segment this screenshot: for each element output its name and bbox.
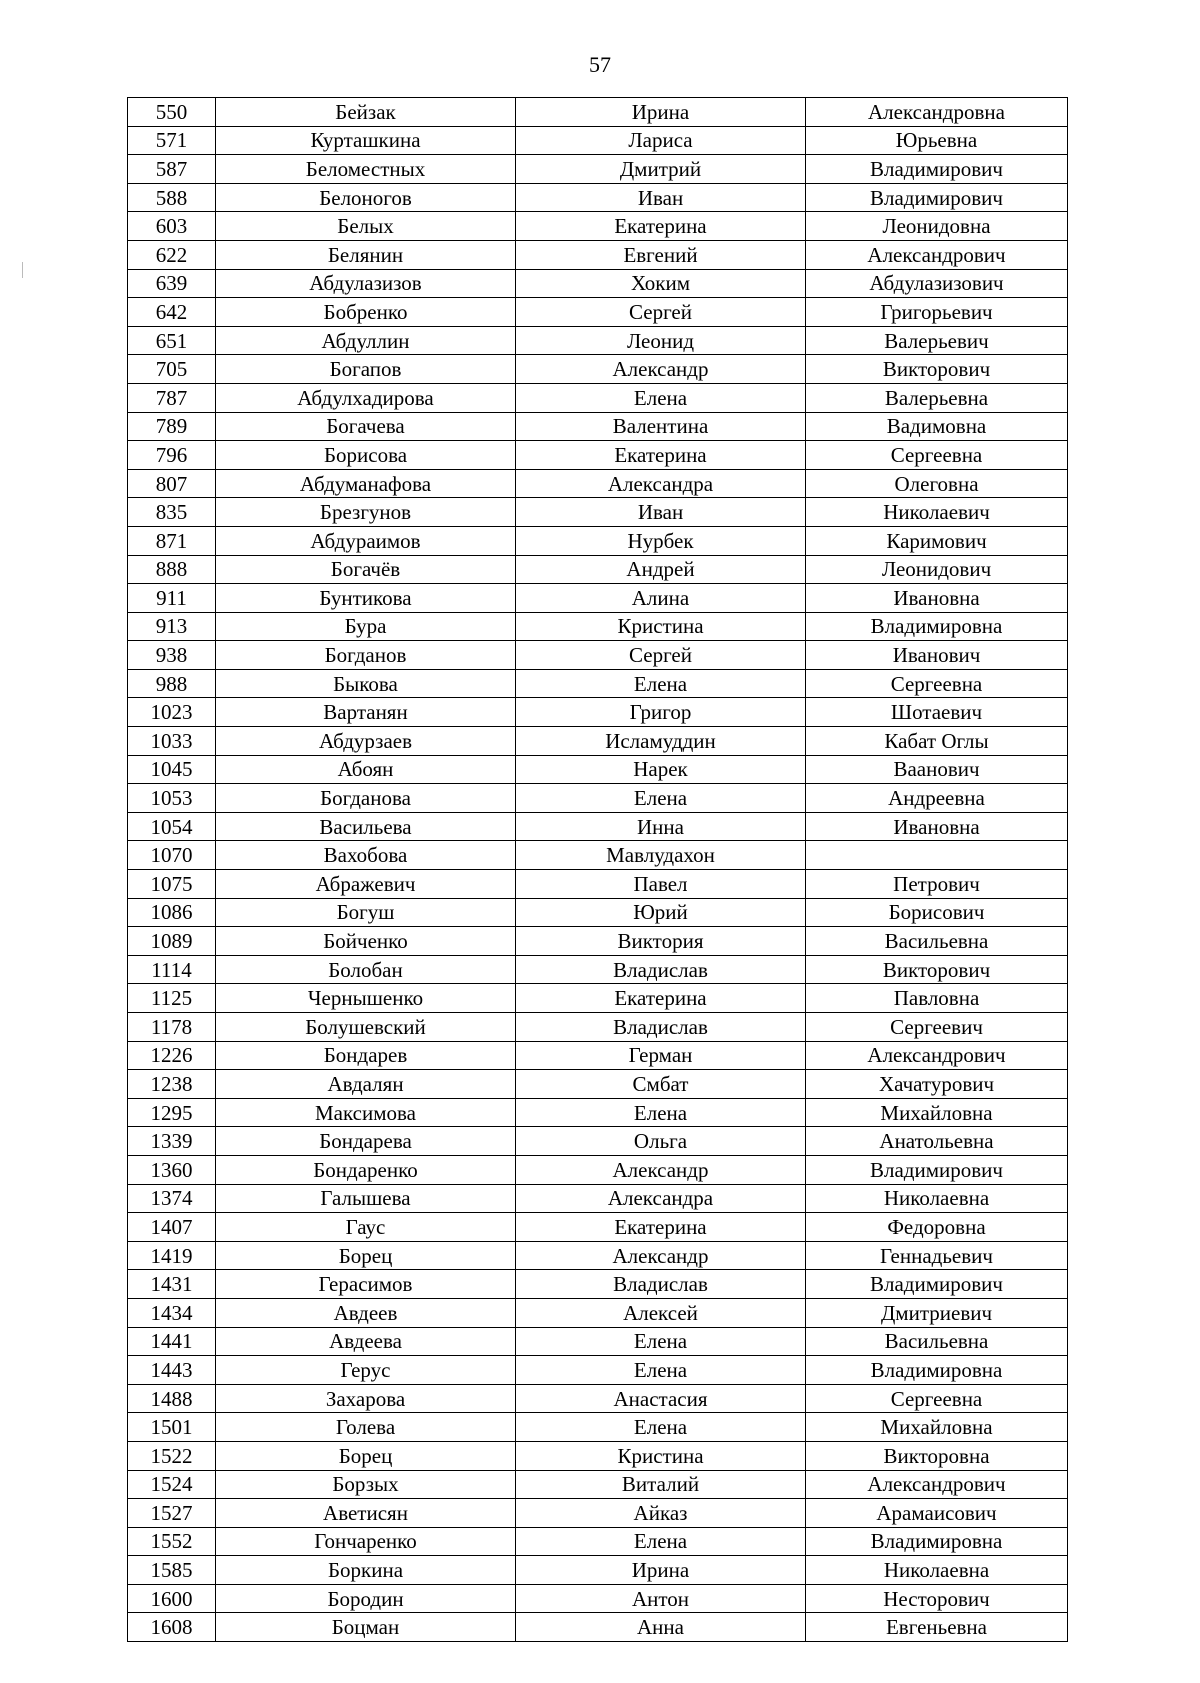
- cell-patronymic: Владимировна: [806, 1527, 1068, 1556]
- cell-first-name: Сергей: [516, 298, 806, 327]
- table-row: [128, 155, 1068, 184]
- table-row: [128, 1527, 1068, 1556]
- cell-first-name: Владислав: [516, 955, 806, 984]
- cell-last-name: Боцман: [216, 1613, 516, 1642]
- cell-first-name: Алина: [516, 584, 806, 613]
- cell-first-name: Андрей: [516, 555, 806, 584]
- cell-number: 988: [128, 669, 216, 698]
- table-row: [128, 927, 1068, 956]
- cell-last-name: Абдуллин: [216, 326, 516, 355]
- cell-number: 1054: [128, 812, 216, 841]
- table-row: [128, 1413, 1068, 1442]
- cell-patronymic: Владимирович: [806, 1155, 1068, 1184]
- cell-number: 639: [128, 269, 216, 298]
- cell-patronymic: Сергеевна: [806, 441, 1068, 470]
- table-row: [128, 1356, 1068, 1385]
- cell-first-name: Нарек: [516, 755, 806, 784]
- cell-first-name: Антон: [516, 1584, 806, 1613]
- cell-last-name: Брезгунов: [216, 498, 516, 527]
- cell-last-name: Абдулазизов: [216, 269, 516, 298]
- cell-patronymic: Александрович: [806, 1470, 1068, 1499]
- cell-number: 1226: [128, 1041, 216, 1070]
- cell-patronymic: Геннадьевич: [806, 1241, 1068, 1270]
- cell-number: 1443: [128, 1356, 216, 1385]
- cell-patronymic: Вадимовна: [806, 412, 1068, 441]
- cell-first-name: Елена: [516, 669, 806, 698]
- cell-patronymic: Хачатурович: [806, 1070, 1068, 1099]
- cell-first-name: Екатерина: [516, 1213, 806, 1242]
- cell-first-name: Кристина: [516, 1441, 806, 1470]
- cell-patronymic: Павловна: [806, 984, 1068, 1013]
- cell-number: 787: [128, 383, 216, 412]
- cell-patronymic: Анатольевна: [806, 1127, 1068, 1156]
- cell-patronymic: Петрович: [806, 870, 1068, 899]
- cell-last-name: Абражевич: [216, 870, 516, 899]
- cell-number: 1585: [128, 1556, 216, 1585]
- cell-last-name: Абдурзаев: [216, 727, 516, 756]
- cell-number: 1522: [128, 1441, 216, 1470]
- table-row: [128, 1556, 1068, 1585]
- cell-number: 938: [128, 641, 216, 670]
- table-row: [128, 555, 1068, 584]
- cell-patronymic: Александровна: [806, 98, 1068, 127]
- table-row: [128, 1441, 1068, 1470]
- cell-patronymic: Николаевна: [806, 1184, 1068, 1213]
- cell-patronymic: Сергеевна: [806, 669, 1068, 698]
- cell-number: 571: [128, 126, 216, 155]
- cell-last-name: Бунтикова: [216, 584, 516, 613]
- cell-last-name: Богапов: [216, 355, 516, 384]
- table-row: [128, 612, 1068, 641]
- cell-last-name: Боркина: [216, 1556, 516, 1585]
- table-row: [128, 984, 1068, 1013]
- cell-number: 911: [128, 584, 216, 613]
- cell-patronymic: Кабат Оглы: [806, 727, 1068, 756]
- table-row: [128, 269, 1068, 298]
- cell-patronymic: Викторович: [806, 955, 1068, 984]
- cell-number: 1360: [128, 1155, 216, 1184]
- cell-patronymic: Арамаисович: [806, 1499, 1068, 1528]
- scan-edge-mark: [22, 262, 23, 278]
- table-row: [128, 212, 1068, 241]
- cell-last-name: Абдулхадирова: [216, 383, 516, 412]
- cell-patronymic: Владимирович: [806, 1270, 1068, 1299]
- cell-patronymic: Леонидович: [806, 555, 1068, 584]
- cell-first-name: Мавлудахон: [516, 841, 806, 870]
- cell-last-name: Бура: [216, 612, 516, 641]
- table-row: [128, 727, 1068, 756]
- cell-number: 1608: [128, 1613, 216, 1642]
- cell-last-name: Курташкина: [216, 126, 516, 155]
- cell-last-name: Вахобова: [216, 841, 516, 870]
- cell-first-name: Александр: [516, 1241, 806, 1270]
- table-row: [128, 841, 1068, 870]
- cell-patronymic: Владимирович: [806, 155, 1068, 184]
- roster-table: [127, 97, 1068, 1642]
- cell-number: 1086: [128, 898, 216, 927]
- cell-first-name: Герман: [516, 1041, 806, 1070]
- cell-patronymic: Григорьевич: [806, 298, 1068, 327]
- cell-first-name: Нурбек: [516, 526, 806, 555]
- cell-number: 871: [128, 526, 216, 555]
- cell-first-name: Александр: [516, 355, 806, 384]
- cell-number: 1441: [128, 1327, 216, 1356]
- cell-last-name: Борисова: [216, 441, 516, 470]
- cell-last-name: Белоногов: [216, 183, 516, 212]
- cell-patronymic: Борисович: [806, 898, 1068, 927]
- cell-last-name: Борец: [216, 1241, 516, 1270]
- cell-first-name: Владислав: [516, 1013, 806, 1042]
- cell-patronymic: Викторович: [806, 355, 1068, 384]
- cell-first-name: Иван: [516, 183, 806, 212]
- cell-number: 1075: [128, 870, 216, 899]
- cell-last-name: Герус: [216, 1356, 516, 1385]
- cell-patronymic: Владимировна: [806, 612, 1068, 641]
- cell-last-name: Болушевский: [216, 1013, 516, 1042]
- table-row: [128, 183, 1068, 212]
- cell-patronymic: Федоровна: [806, 1213, 1068, 1242]
- cell-last-name: Богуш: [216, 898, 516, 927]
- table-row: [128, 498, 1068, 527]
- cell-number: 789: [128, 412, 216, 441]
- table-row: [128, 1184, 1068, 1213]
- cell-first-name: Ирина: [516, 98, 806, 127]
- cell-first-name: Екатерина: [516, 984, 806, 1013]
- table-row: [128, 326, 1068, 355]
- cell-number: 807: [128, 469, 216, 498]
- cell-number: 1600: [128, 1584, 216, 1613]
- cell-last-name: Борец: [216, 1441, 516, 1470]
- cell-first-name: Елена: [516, 1413, 806, 1442]
- cell-first-name: Елена: [516, 1327, 806, 1356]
- cell-number: 1419: [128, 1241, 216, 1270]
- cell-number: 1339: [128, 1127, 216, 1156]
- cell-patronymic: Валерьевна: [806, 383, 1068, 412]
- cell-number: 1033: [128, 727, 216, 756]
- cell-patronymic: Ваанович: [806, 755, 1068, 784]
- table-row: [128, 355, 1068, 384]
- table-row: [128, 669, 1068, 698]
- cell-last-name: Абдуманафова: [216, 469, 516, 498]
- cell-last-name: Галышева: [216, 1184, 516, 1213]
- cell-number: 1552: [128, 1527, 216, 1556]
- table-row: [128, 526, 1068, 555]
- cell-number: 1070: [128, 841, 216, 870]
- table-row: [128, 469, 1068, 498]
- cell-first-name: Айказ: [516, 1499, 806, 1528]
- table-row: [128, 1013, 1068, 1042]
- cell-patronymic: Сергеевич: [806, 1013, 1068, 1042]
- cell-number: 1527: [128, 1499, 216, 1528]
- cell-last-name: Болобан: [216, 955, 516, 984]
- cell-last-name: Бородин: [216, 1584, 516, 1613]
- table-row: [128, 641, 1068, 670]
- cell-number: 1501: [128, 1413, 216, 1442]
- cell-number: 1089: [128, 927, 216, 956]
- cell-last-name: Бойченко: [216, 927, 516, 956]
- table-row: [128, 898, 1068, 927]
- cell-last-name: Быкова: [216, 669, 516, 698]
- cell-last-name: Васильева: [216, 812, 516, 841]
- cell-last-name: Абоян: [216, 755, 516, 784]
- table-row: [128, 955, 1068, 984]
- cell-first-name: Дмитрий: [516, 155, 806, 184]
- cell-number: 642: [128, 298, 216, 327]
- cell-first-name: Сергей: [516, 641, 806, 670]
- table-row: [128, 1213, 1068, 1242]
- cell-number: 588: [128, 183, 216, 212]
- table-row: [128, 1298, 1068, 1327]
- cell-number: 1053: [128, 784, 216, 813]
- table-row: [128, 1070, 1068, 1099]
- cell-last-name: Бондарев: [216, 1041, 516, 1070]
- cell-number: 622: [128, 240, 216, 269]
- cell-last-name: Гончаренко: [216, 1527, 516, 1556]
- cell-first-name: Елена: [516, 1356, 806, 1385]
- table-row: [128, 1127, 1068, 1156]
- table-row: [128, 755, 1068, 784]
- cell-number: 705: [128, 355, 216, 384]
- cell-number: 1178: [128, 1013, 216, 1042]
- cell-patronymic: Олеговна: [806, 469, 1068, 498]
- cell-last-name: Голева: [216, 1413, 516, 1442]
- page-number: 57: [589, 52, 611, 77]
- cell-last-name: Герасимов: [216, 1270, 516, 1299]
- cell-last-name: Белых: [216, 212, 516, 241]
- cell-last-name: Авдеев: [216, 1298, 516, 1327]
- cell-last-name: Белянин: [216, 240, 516, 269]
- cell-first-name: Григор: [516, 698, 806, 727]
- cell-first-name: Ирина: [516, 1556, 806, 1585]
- cell-patronymic: Шотаевич: [806, 698, 1068, 727]
- cell-number: 913: [128, 612, 216, 641]
- cell-number: 1488: [128, 1384, 216, 1413]
- cell-number: 1023: [128, 698, 216, 727]
- cell-last-name: Богданов: [216, 641, 516, 670]
- cell-number: 1407: [128, 1213, 216, 1242]
- cell-last-name: Бейзак: [216, 98, 516, 127]
- cell-patronymic: [806, 841, 1068, 870]
- cell-first-name: Александра: [516, 1184, 806, 1213]
- cell-patronymic: Несторович: [806, 1584, 1068, 1613]
- cell-last-name: Беломестных: [216, 155, 516, 184]
- cell-number: 888: [128, 555, 216, 584]
- roster-body: [128, 98, 1068, 1642]
- cell-first-name: Анна: [516, 1613, 806, 1642]
- cell-number: 1045: [128, 755, 216, 784]
- cell-patronymic: Ивановна: [806, 584, 1068, 613]
- cell-first-name: Ольга: [516, 1127, 806, 1156]
- cell-patronymic: Владимировна: [806, 1356, 1068, 1385]
- cell-patronymic: Сергеевна: [806, 1384, 1068, 1413]
- cell-patronymic: Михайловна: [806, 1413, 1068, 1442]
- cell-first-name: Елена: [516, 1527, 806, 1556]
- cell-last-name: Бондаренко: [216, 1155, 516, 1184]
- table-row: [128, 584, 1068, 613]
- cell-last-name: Абдураимов: [216, 526, 516, 555]
- table-row: [128, 1613, 1068, 1642]
- cell-last-name: Бобренко: [216, 298, 516, 327]
- cell-number: 796: [128, 441, 216, 470]
- cell-patronymic: Андреевна: [806, 784, 1068, 813]
- cell-first-name: Елена: [516, 1098, 806, 1127]
- cell-number: 1238: [128, 1070, 216, 1099]
- cell-first-name: Александра: [516, 469, 806, 498]
- cell-number: 651: [128, 326, 216, 355]
- cell-last-name: Борзых: [216, 1470, 516, 1499]
- cell-last-name: Богданова: [216, 784, 516, 813]
- table-row: [128, 784, 1068, 813]
- cell-first-name: Анастасия: [516, 1384, 806, 1413]
- cell-patronymic: Михайловна: [806, 1098, 1068, 1127]
- cell-patronymic: Евгеньевна: [806, 1613, 1068, 1642]
- cell-first-name: Виталий: [516, 1470, 806, 1499]
- cell-first-name: Смбат: [516, 1070, 806, 1099]
- cell-number: 1434: [128, 1298, 216, 1327]
- cell-first-name: Екатерина: [516, 441, 806, 470]
- cell-first-name: Лариса: [516, 126, 806, 155]
- cell-first-name: Екатерина: [516, 212, 806, 241]
- cell-first-name: Елена: [516, 784, 806, 813]
- cell-first-name: Александр: [516, 1155, 806, 1184]
- table-row: [128, 1327, 1068, 1356]
- cell-patronymic: Каримович: [806, 526, 1068, 555]
- cell-first-name: Леонид: [516, 326, 806, 355]
- cell-patronymic: Васильевна: [806, 927, 1068, 956]
- table-row: [128, 1241, 1068, 1270]
- cell-last-name: Богачёв: [216, 555, 516, 584]
- cell-last-name: Гаус: [216, 1213, 516, 1242]
- table-row: [128, 298, 1068, 327]
- table-row: [128, 98, 1068, 127]
- cell-number: 587: [128, 155, 216, 184]
- cell-patronymic: Абдулазизович: [806, 269, 1068, 298]
- table-row: [128, 240, 1068, 269]
- cell-first-name: Валентина: [516, 412, 806, 441]
- cell-first-name: Инна: [516, 812, 806, 841]
- cell-number: 1295: [128, 1098, 216, 1127]
- table-row: [128, 1270, 1068, 1299]
- cell-last-name: Бондарева: [216, 1127, 516, 1156]
- table-row: [128, 1499, 1068, 1528]
- cell-patronymic: Дмитриевич: [806, 1298, 1068, 1327]
- cell-last-name: Максимова: [216, 1098, 516, 1127]
- cell-first-name: Кристина: [516, 612, 806, 641]
- cell-last-name: Богачева: [216, 412, 516, 441]
- cell-patronymic: Валерьевич: [806, 326, 1068, 355]
- table-row: [128, 383, 1068, 412]
- cell-patronymic: Юрьевна: [806, 126, 1068, 155]
- table-row: [128, 812, 1068, 841]
- cell-last-name: Аветисян: [216, 1499, 516, 1528]
- table-row: [128, 1041, 1068, 1070]
- cell-last-name: Вартанян: [216, 698, 516, 727]
- cell-number: 603: [128, 212, 216, 241]
- table-row: [128, 1584, 1068, 1613]
- cell-first-name: Евгений: [516, 240, 806, 269]
- cell-first-name: Виктория: [516, 927, 806, 956]
- cell-first-name: Исламуддин: [516, 727, 806, 756]
- cell-number: 1125: [128, 984, 216, 1013]
- cell-number: 1431: [128, 1270, 216, 1299]
- cell-patronymic: Иванович: [806, 641, 1068, 670]
- cell-first-name: Иван: [516, 498, 806, 527]
- cell-last-name: Авдеева: [216, 1327, 516, 1356]
- table-row: [128, 698, 1068, 727]
- cell-last-name: Чернышенко: [216, 984, 516, 1013]
- cell-first-name: Юрий: [516, 898, 806, 927]
- cell-patronymic: Николаевна: [806, 1556, 1068, 1585]
- cell-last-name: Авдалян: [216, 1070, 516, 1099]
- cell-patronymic: Васильевна: [806, 1327, 1068, 1356]
- cell-patronymic: Александрович: [806, 240, 1068, 269]
- table-row: [128, 870, 1068, 899]
- cell-patronymic: Александрович: [806, 1041, 1068, 1070]
- cell-patronymic: Викторовна: [806, 1441, 1068, 1470]
- table-row: [128, 1384, 1068, 1413]
- cell-first-name: Алексей: [516, 1298, 806, 1327]
- table-row: [128, 126, 1068, 155]
- cell-first-name: Павел: [516, 870, 806, 899]
- cell-number: 1114: [128, 955, 216, 984]
- cell-first-name: Елена: [516, 383, 806, 412]
- cell-first-name: Хоким: [516, 269, 806, 298]
- cell-number: 835: [128, 498, 216, 527]
- table-row: [128, 412, 1068, 441]
- table-row: [128, 1155, 1068, 1184]
- cell-patronymic: Владимирович: [806, 183, 1068, 212]
- cell-first-name: Владислав: [516, 1270, 806, 1299]
- cell-number: 550: [128, 98, 216, 127]
- cell-number: 1524: [128, 1470, 216, 1499]
- table-row: [128, 441, 1068, 470]
- cell-patronymic: Ивановна: [806, 812, 1068, 841]
- table-row: [128, 1098, 1068, 1127]
- cell-last-name: Захарова: [216, 1384, 516, 1413]
- cell-patronymic: Леонидовна: [806, 212, 1068, 241]
- cell-patronymic: Николаевич: [806, 498, 1068, 527]
- table-row: [128, 1470, 1068, 1499]
- cell-number: 1374: [128, 1184, 216, 1213]
